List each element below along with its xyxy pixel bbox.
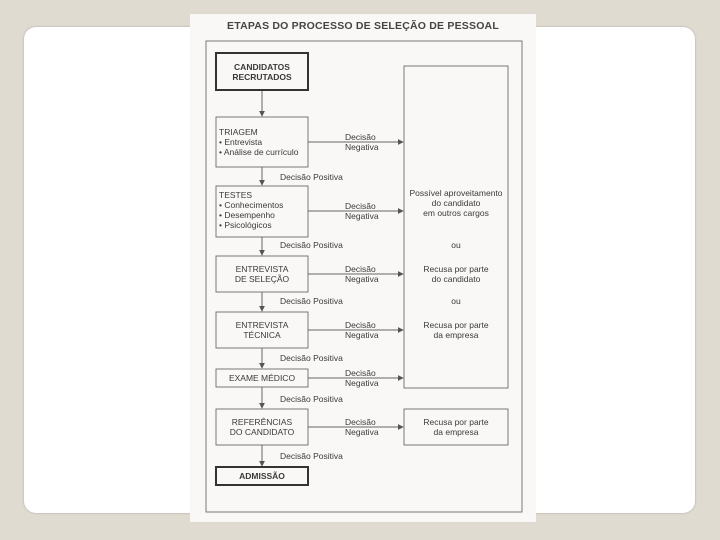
label-decisao: Decisão	[345, 368, 376, 378]
label-decisao-positiva: Decisão Positiva	[280, 353, 343, 363]
step-entrevista-selecao	[216, 264, 308, 284]
step-referencias-line2: DO CANDIDATO	[229, 427, 295, 437]
label-decisao-positiva: Decisão Positiva	[280, 296, 343, 306]
label-decisao-positiva: Decisão Positiva	[280, 172, 343, 182]
label-decisao: Decisão	[345, 264, 376, 274]
label-decisao-positiva: Decisão Positiva	[280, 451, 343, 461]
step-triagem-item: • Entrevista	[219, 137, 263, 147]
diagram-title: ETAPAS DO PROCESSO DE SELEÇÃO DE PESSOAL	[227, 20, 499, 32]
label-decisao-negativa	[345, 264, 379, 284]
outcome-aproveitamento-line3: em outros cargos	[423, 208, 489, 218]
label-decisao-negativa	[345, 417, 379, 437]
label-decisao-positiva: Decisão Positiva	[280, 394, 343, 404]
step-entrevista-tecnica	[216, 320, 308, 340]
step-admissao: ADMISSÃO	[239, 471, 285, 481]
outcome-aproveitamento-line1: Possível aproveitamento	[409, 188, 503, 198]
label-decisao-positiva: Decisão Positiva	[280, 240, 343, 250]
step-entrevista-selecao-line1: ENTREVISTA	[235, 264, 289, 274]
step-testes-item: • Psicológicos	[219, 220, 272, 230]
step-referencias-line1: REFERÊNCIAS	[231, 417, 293, 427]
step-testes-item: • Desempenho	[219, 210, 275, 220]
label-negativa: Negativa	[345, 211, 379, 221]
label-negativa: Negativa	[345, 330, 379, 340]
label-decisao: Decisão	[345, 320, 376, 330]
outcome-aproveitamento-line2: do candidato	[431, 198, 481, 208]
diagram-page	[190, 14, 536, 522]
outcome-ou: ou	[451, 240, 461, 250]
step-recrutados-line2: RECRUTADOS	[232, 72, 292, 82]
outcome-recusa-empresa-line1: Recusa por parte	[423, 320, 489, 330]
label-negativa: Negativa	[345, 378, 379, 388]
label-negativa: Negativa	[345, 427, 379, 437]
outcome-recusa-empresa-line2: da empresa	[433, 427, 479, 437]
outcome-recusa-candidato-line1: Recusa por parte	[423, 264, 489, 274]
label-decisao: Decisão	[345, 417, 376, 427]
step-testes-item: • Conhecimentos	[219, 200, 284, 210]
step-referencias	[216, 417, 308, 437]
outcome-aproveitamento	[404, 188, 508, 218]
label-negativa: Negativa	[345, 142, 379, 152]
label-decisao-negativa	[345, 201, 379, 221]
step-recrutados-line1: CANDIDATOS	[234, 62, 290, 72]
label-decisao-negativa	[345, 132, 379, 152]
label-decisao: Decisão	[345, 201, 376, 211]
step-testes-title: TESTES	[219, 190, 253, 200]
outcome-recusa-empresa-final	[404, 417, 508, 437]
step-entrevista-selecao-line2: DE SELEÇÃO	[234, 274, 290, 284]
label-decisao-negativa	[345, 320, 379, 340]
outcome-ou: ou	[451, 296, 461, 306]
label-negativa: Negativa	[345, 274, 379, 284]
outcome-recusa-candidato	[404, 264, 508, 284]
step-triagem-item: • Análise de currículo	[219, 147, 299, 157]
outcome-recusa-empresa-line2: da empresa	[433, 330, 479, 340]
step-exame-medico: EXAME MÉDICO	[228, 373, 296, 383]
label-decisao-negativa	[345, 368, 379, 388]
outcome-recusa-empresa-line1: Recusa por parte	[423, 417, 489, 427]
step-entrevista-tecnica-line1: ENTREVISTA	[235, 320, 289, 330]
step-entrevista-tecnica-line2: TÉCNICA	[243, 330, 281, 340]
outcome-recusa-candidato-line2: do candidato	[431, 274, 481, 284]
label-decisao: Decisão	[345, 132, 376, 142]
step-triagem-title: TRIAGEM	[219, 127, 258, 137]
step-testes	[219, 190, 283, 230]
step-triagem	[219, 127, 299, 157]
step-recrutados	[216, 62, 308, 82]
outcome-recusa-empresa	[404, 320, 508, 340]
